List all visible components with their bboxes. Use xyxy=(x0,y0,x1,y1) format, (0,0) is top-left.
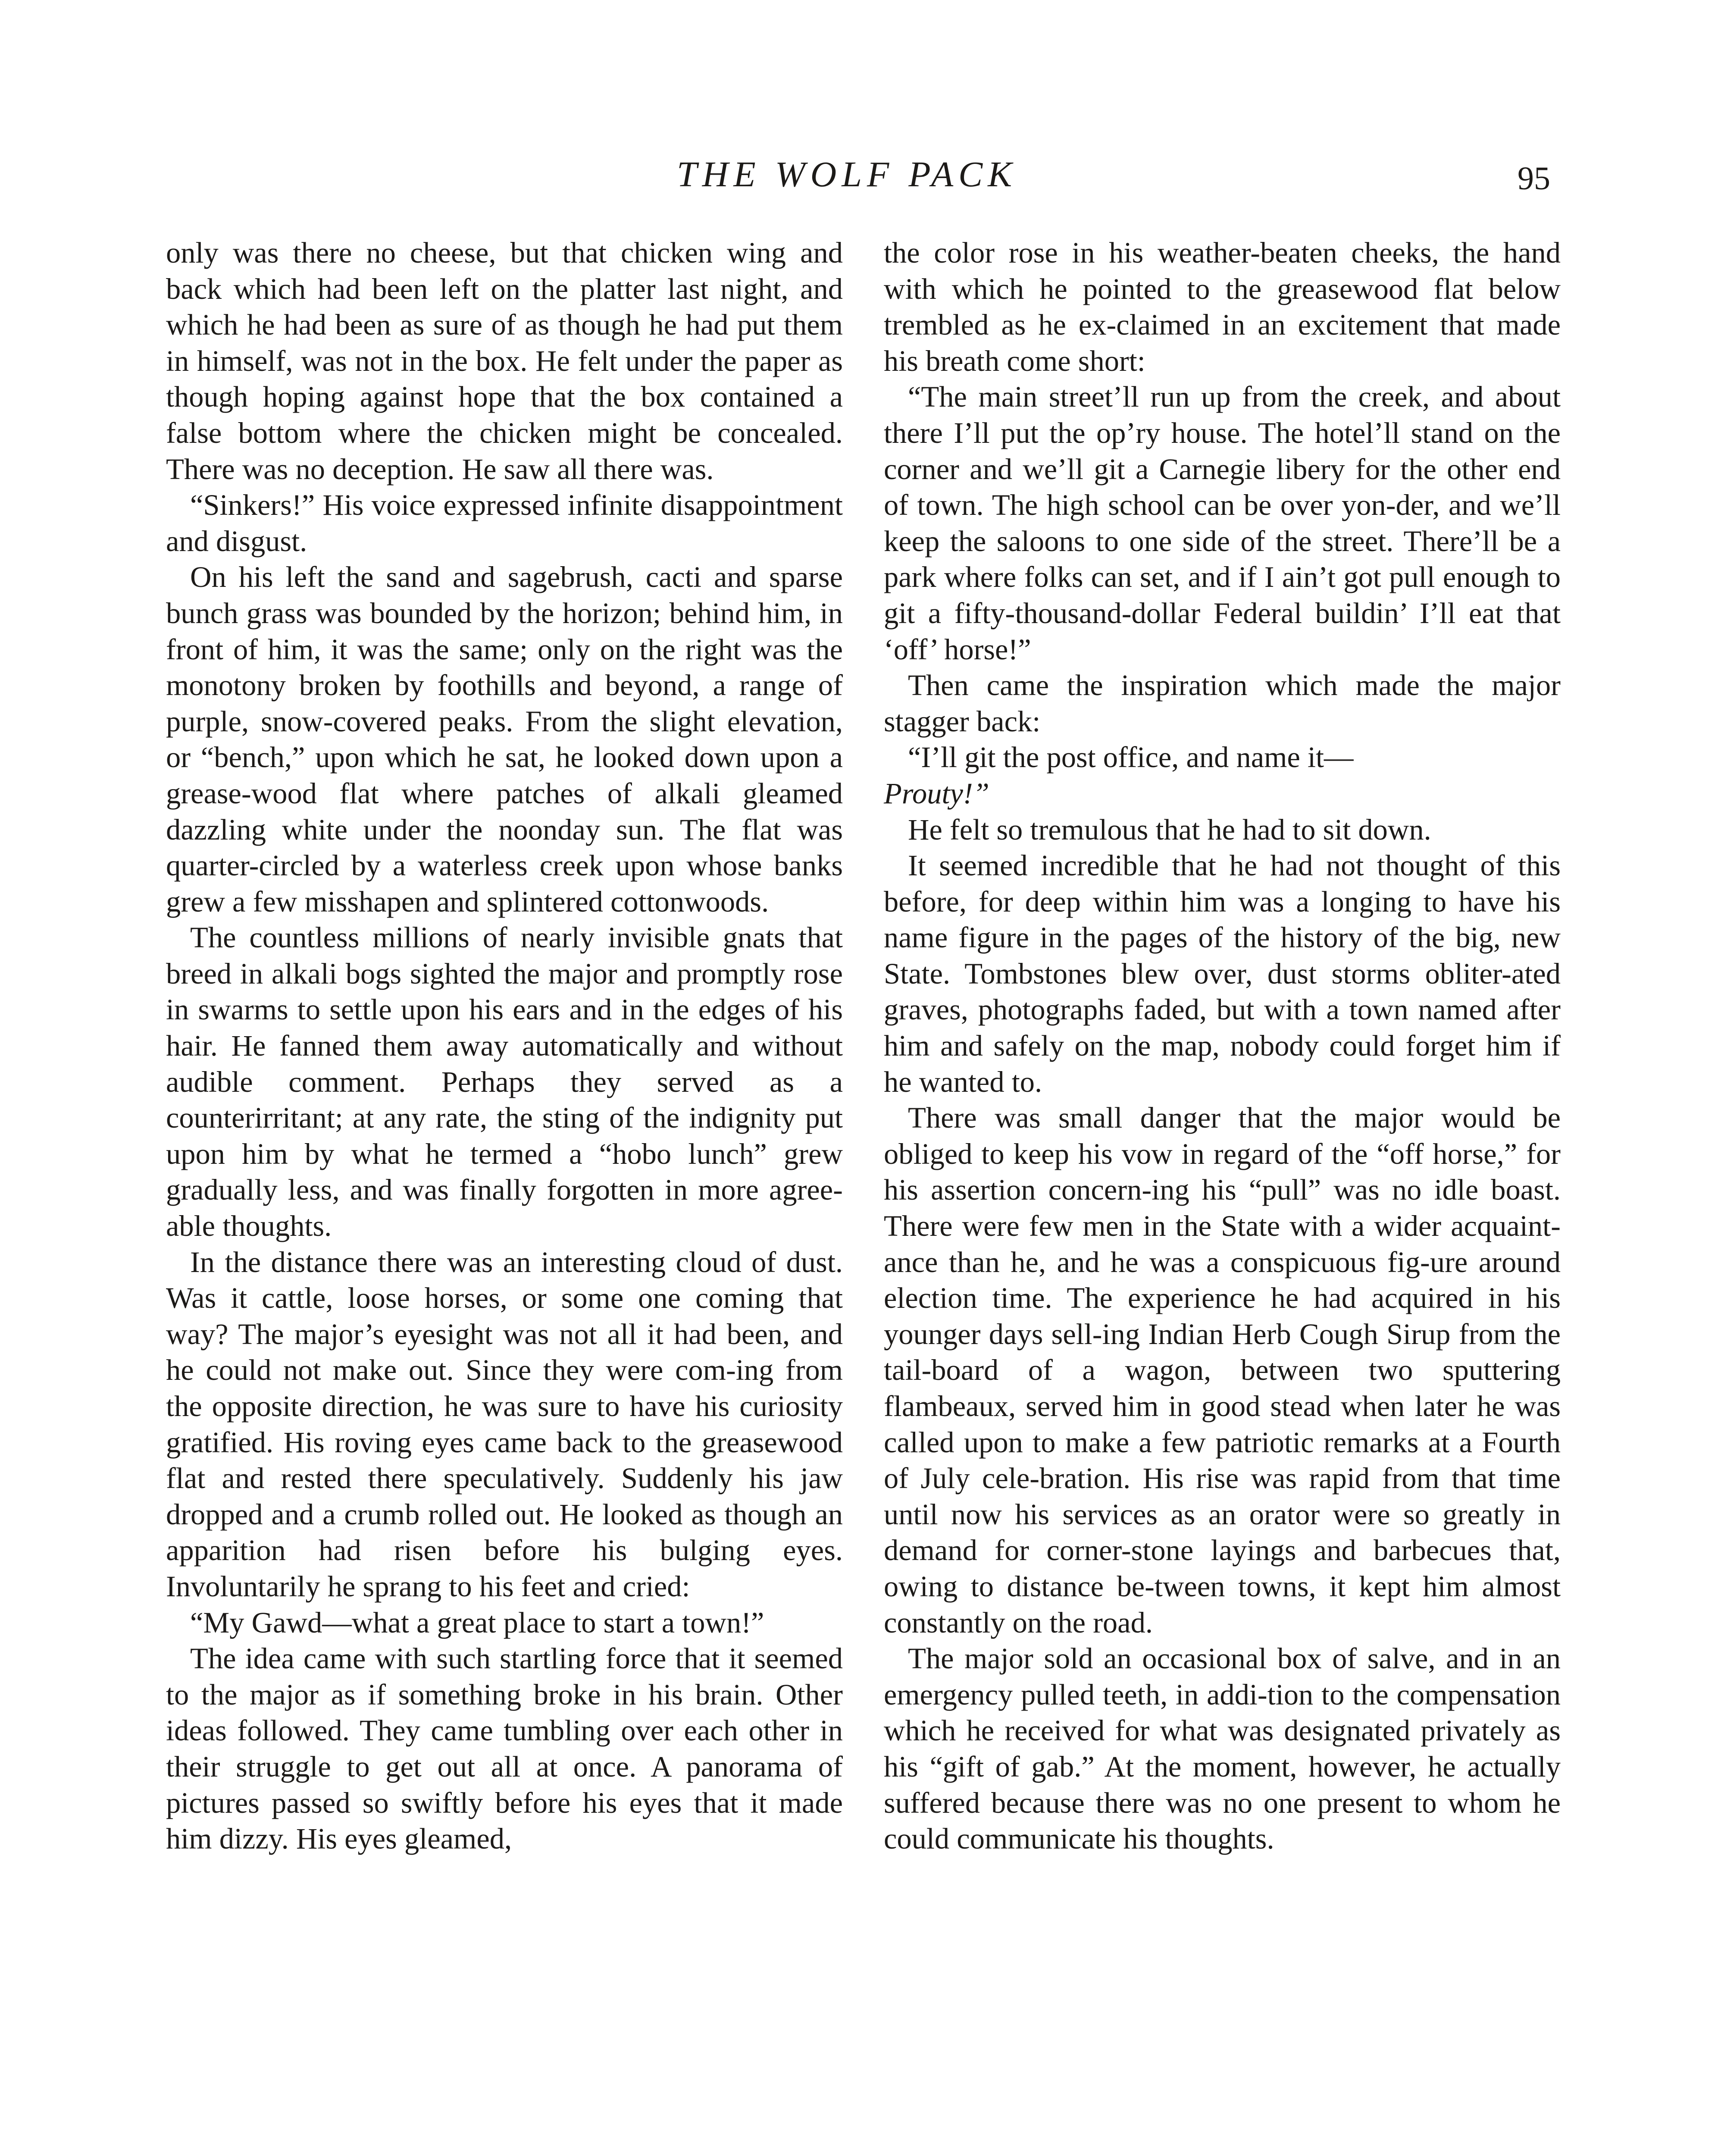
paragraph: In the distance there was an interesting cloud of dust. Was it cattle, loose horses, or some one coming that way? The major’s eyesight was not all it had been, and he could not make out. Since they were com-ing from the opposite direction, he was sure to have his curiosity gratified. His roving eyes came back to the greasewood flat and rested there speculatively. Suddenly his jaw dropped and a crumb rolled out. He looked as though an apparition had risen before his bulging eyes. Involuntarily he sprang to his feet and cried: xyxy=(166,1245,843,1603)
italic-name: Prouty!” xyxy=(884,777,989,810)
paragraph: “Sinkers!” His voice expressed infinite disappointment and disgust. xyxy=(166,489,843,558)
paragraph: Then came the inspiration which made the major stagger back: xyxy=(884,669,1561,738)
paragraph: On his left the sand and sagebrush, cacti and sparse bunch grass was bounded by the horizon; behind him, in front of him, it was the same; only on the right was the monotony broken by foothills and beyond, a range of purple, snow-covered peaks. From the slight elevation, or “bench,” upon which he sat, he looked down upon a grease-wood flat where patches of alkali gleamed dazzling white under the noonday sun. The flat was quarter-circled by a waterless creek upon whose banks grew a few misshapen and splintered cottonwoods. xyxy=(166,561,843,918)
paragraph: The major sold an occasional box of salve, and in an emergency pulled teeth, in addi-tion to the compensation which he received for what was designated privately as his “gift of gab.” At the moment, however, he actually suffered because there was no one present to whom he could communicate his thoughts. xyxy=(884,1642,1561,1855)
paragraph: only was there no cheese, but that chicken wing and back which had been left on the platter last night, and which he had been as sure of as though he had put them in himself, was not in the box. He felt under the paper as though hoping against hope that the box contained a false bottom where the chicken might be concealed. There was no deception. He saw all there was. xyxy=(166,236,843,486)
paragraph: The idea came with such startling force that it seemed to the major as if something broke in his brain. Other ideas followed. They came tumbling over each other in their struggle to get out all at once. A panorama of pictures passed so swiftly before his eyes that it made him dizzy. His eyes gleamed, xyxy=(166,1642,843,1855)
right-column xyxy=(884,235,1561,1857)
page-number: 95 xyxy=(1518,160,1550,197)
paragraph: It seemed incredible that he had not thought of this before, for deep within him was a longing to have his name figure in the pages of the history of the big, new State. Tombstones blew over, dust storms obliter-ated graves, photographs faded, but with a town named after him and safely on the map, nobody could forget him if he wanted to. xyxy=(884,849,1561,1098)
paragraph: There was small danger that the major would be obliged to keep his vow in regard of the “off horse,” for his assertion concern-ing his “pull” was no idle boast. There were few men in the State with a wider acquaint-ance than he, and he was a conspicuous fig-ure around election time. The experience he had acquired in his younger days sell-ing Indian Herb Cough Sirup from the tail-board of a wagon, between two sputtering flambeaux, served him in good stead when later he was called upon to make a few patriotic remarks at a Fourth of July cele-bration. His rise was rapid from that time until now his services as an orator were so greatly in demand for corner-stone layings and barbecues that, owing to distance be-tween towns, it kept him almost constantly on the road. xyxy=(884,1101,1561,1639)
paragraph: “My Gawd—what a great place to start a town!” xyxy=(190,1606,764,1639)
paragraph: He felt so tremulous that he had to sit down. xyxy=(908,813,1431,846)
paragraph: “The main street’ll run up from the creek, and about there I’ll put the op’ry house. The hotel’ll stand on the corner and we’ll git a Carnegie libery for the other end of town. The high school can be over yon-der, and we’ll keep the saloons to one side of the street. There’ll be a park where folks can set, and if I ain’t got pull enough to git a fifty-thousand-dollar Federal buildin’ I’ll eat that ‘off’ horse!” xyxy=(884,380,1561,666)
running-title: THE WOLF PACK xyxy=(677,154,1017,194)
paragraph: The countless millions of nearly invisible gnats that breed in alkali bogs sighted the major and promptly rose in swarms to settle upon his ears and in the edges of his hair. He fanned them away automatically and without audible comment. Perhaps they served as a counterirritant; at any rate, the sting of the indignity put upon him by what he termed a “hobo lunch” grew gradually less, and was finally forgotten in more agree-able thoughts. xyxy=(166,921,843,1243)
left-column xyxy=(166,235,843,1857)
paragraph xyxy=(884,740,1561,812)
paragraph: the color rose in his weather-beaten cheeks, the hand with which he pointed to the greasewood flat below trembled as he ex-claimed in an excitement that made his breath come short: xyxy=(884,236,1561,377)
running-header xyxy=(0,151,1721,198)
quote-text: “I’ll git the post office, and name it— xyxy=(908,741,1354,774)
